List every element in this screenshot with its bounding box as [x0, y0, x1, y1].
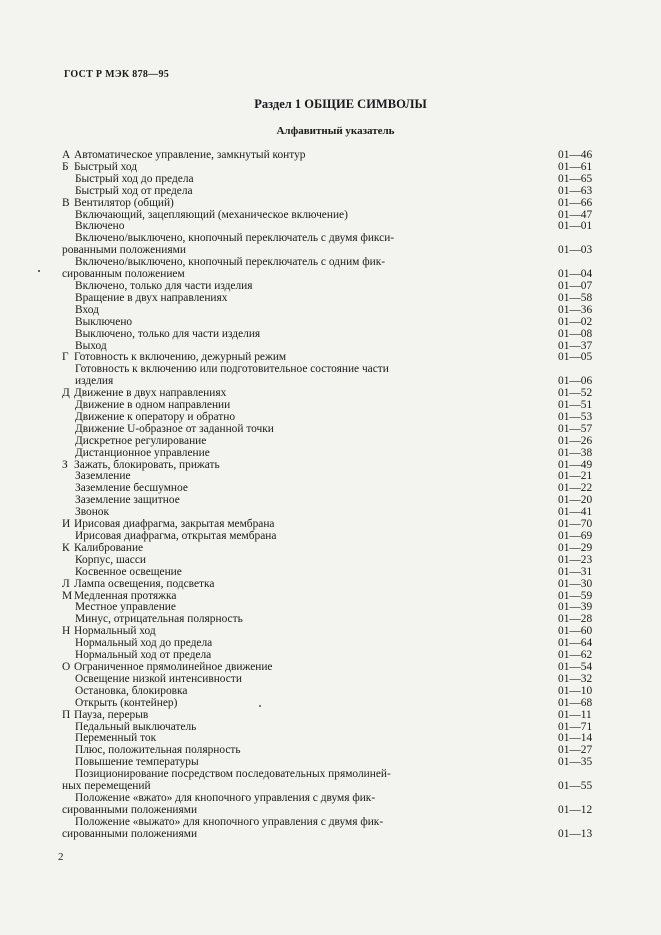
- entry-label: Включено: [75, 220, 125, 233]
- symbol-code: 01—64: [558, 637, 593, 650]
- symbol-code: 01—53: [558, 410, 593, 423]
- entry-text: [62, 233, 558, 257]
- symbol-code: 01—07: [558, 279, 593, 292]
- section-title: Раздел 1 ОБЩИЕ СИМВОЛЫ: [254, 97, 427, 111]
- entry-label: Переменный ток: [75, 732, 157, 745]
- index-entry: [62, 329, 602, 341]
- entry-label: Выключено, только для части изделия: [75, 327, 261, 340]
- entry-label: Автоматическое управление, замкнутый контур: [74, 149, 306, 161]
- entry-text: [62, 495, 558, 507]
- entry-label: Выход: [75, 339, 107, 352]
- entry-text: [62, 305, 558, 317]
- alphabetical-index: [62, 150, 602, 841]
- symbol-code: 01—20: [558, 494, 593, 507]
- entry-text-line: ных перемещений: [62, 780, 151, 793]
- index-letter: Г: [62, 351, 69, 364]
- index-letter: П: [62, 708, 71, 721]
- symbol-code: 01—36: [558, 303, 593, 316]
- symbol-code: 01—55: [558, 780, 593, 793]
- scan-speck: [259, 705, 261, 707]
- symbol-code: 01—41: [558, 506, 593, 519]
- entry-text-line: Включено/выключено, кнопочный переключатель с двумя фикси-: [75, 232, 395, 245]
- symbol-code: 01—04: [558, 268, 593, 281]
- index-letter: М: [62, 589, 73, 602]
- symbol-code: 01—10: [558, 684, 593, 697]
- index-letter: Н: [62, 625, 71, 638]
- symbol-code: 01—61: [558, 160, 593, 173]
- symbol-code: 01—38: [558, 446, 593, 459]
- entry-text: [62, 293, 558, 305]
- symbol-code: 01—02: [558, 315, 593, 328]
- entry-label: Повышение температуры: [75, 756, 199, 769]
- symbol-code: 01—65: [558, 172, 593, 185]
- symbol-code: 01—63: [558, 184, 593, 197]
- entry-text-line: Положение «вжато» для кнопочного управления с двумя фик-: [75, 791, 376, 804]
- symbol-code: 01—21: [558, 470, 593, 483]
- entry-label: Косвенное освещение: [75, 565, 182, 578]
- entry-text-line: сированными положениями: [62, 827, 198, 840]
- symbol-code: 01—30: [558, 577, 593, 590]
- index-letter: З: [62, 458, 68, 471]
- entry-label: Дискретное регулирование: [75, 434, 207, 447]
- symbol-code: 01—35: [558, 756, 593, 769]
- symbol-code: 01—31: [558, 565, 593, 578]
- symbol-code: 01—12: [558, 803, 593, 816]
- entry-text-line: рованными положениями: [62, 244, 186, 257]
- entry-label: Движение в одном направлении: [75, 399, 231, 412]
- entry-label: Корпус, шасси: [75, 553, 146, 566]
- document-code: ГОСТ Р МЭК 878—95: [64, 69, 170, 80]
- entry-label: Выключено: [75, 315, 133, 328]
- entry-label: Нормальный ход до предела: [75, 637, 213, 650]
- entry-label: Быстрый ход от предела: [75, 184, 193, 197]
- entry-label: Звонок: [75, 506, 110, 519]
- symbol-code: 01—54: [558, 660, 593, 673]
- index-entry: [62, 460, 602, 472]
- scan-speck: [38, 270, 40, 272]
- entry-label: Движение к оператору и обратно: [75, 410, 236, 423]
- symbol-code: 01—66: [558, 196, 593, 209]
- symbol-code: 01—14: [558, 732, 593, 745]
- index-entry: [62, 769, 602, 793]
- entry-label: Быстрый ход: [74, 160, 138, 173]
- index-letter: Л: [62, 577, 70, 590]
- entry-label: Педальный выключатель: [75, 720, 197, 733]
- index-letter: А: [62, 149, 71, 161]
- entry-text: [62, 257, 558, 281]
- symbol-code: 01—47: [558, 208, 593, 221]
- entry-label: Зажать, блокировать, прижать: [74, 458, 220, 471]
- symbol-code: 01—01: [558, 220, 593, 233]
- symbol-code: 01—06: [558, 375, 593, 388]
- symbol-code: 01—69: [558, 530, 593, 542]
- symbol-code: 01—70: [558, 518, 593, 531]
- symbol-code: 01—27: [558, 744, 593, 757]
- entry-text-line: Готовность к включению или подготовительное состояние части: [75, 363, 389, 376]
- entry-label: Заземление: [75, 470, 131, 483]
- symbol-code: 01—60: [558, 625, 593, 638]
- symbol-code: 01—37: [558, 339, 593, 352]
- entry-label: Ирисовая диафрагма, закрытая мембрана: [74, 518, 275, 531]
- entry-text-line: изделия: [75, 375, 114, 388]
- entry-label: Ирисовая диафрагма, открытая мембрана: [75, 530, 277, 542]
- symbol-code: 01—32: [558, 672, 593, 685]
- index-entry: [62, 150, 602, 162]
- symbol-code: 01—29: [558, 541, 593, 554]
- entry-label: Пауза, перерыв: [74, 708, 149, 721]
- symbol-code: 01—71: [558, 720, 593, 733]
- symbol-code: 01—28: [558, 613, 593, 626]
- index-entry: [62, 210, 602, 222]
- entry-label: Нормальный ход от предела: [75, 649, 212, 662]
- symbol-code: 01—22: [558, 482, 593, 495]
- symbol-code: 01—39: [558, 601, 593, 614]
- index-entry: [62, 364, 602, 388]
- symbol-code: 01—03: [558, 244, 593, 257]
- symbol-code: 01—62: [558, 649, 593, 662]
- symbol-code: 01—46: [558, 149, 593, 161]
- index-letter: В: [62, 196, 70, 209]
- entry-text: [62, 364, 558, 388]
- entry-text-line: сированными положениями: [62, 803, 198, 816]
- index-letter: Д: [62, 387, 70, 400]
- entry-label: Движение в двух направлениях: [74, 387, 227, 400]
- index-letter: К: [62, 541, 70, 554]
- entry-label: Дистанционное управление: [75, 446, 210, 459]
- entry-label: Вход: [75, 303, 99, 316]
- entry-label: Ограниченное прямолинейное движение: [74, 660, 273, 673]
- entry-label: Нормальный ход: [74, 625, 156, 638]
- entry-text: [62, 210, 558, 222]
- index-letter: И: [62, 518, 71, 531]
- index-entry: [62, 233, 602, 257]
- entry-text-line: Положение «выжато» для кнопочного управления с двумя фик-: [75, 815, 384, 828]
- index-entry: [62, 293, 602, 305]
- entry-label: Местное управление: [75, 601, 176, 614]
- page-number: 2: [58, 851, 64, 863]
- entry-label: Открыть (контейнер): [75, 696, 178, 709]
- entry-text: [62, 460, 558, 472]
- index-letter: Б: [62, 160, 69, 173]
- entry-label: Минус, отрицательная полярность: [75, 613, 243, 626]
- entry-label: Заземление бесшумное: [75, 482, 188, 495]
- index-entry: [62, 495, 602, 507]
- symbol-code: 01—49: [558, 458, 593, 471]
- entry-text-line: сированным положением: [62, 268, 185, 281]
- entry-label: Вентилятор (общий): [74, 196, 174, 209]
- symbol-code: 01—08: [558, 327, 593, 340]
- entry-label: Включающий, зацепляющий (механическое включение): [75, 208, 348, 221]
- entry-label: Остановка, блокировка: [75, 684, 188, 697]
- index-entry: [62, 257, 602, 281]
- symbol-code: 01—52: [558, 387, 593, 400]
- symbol-code: 01—26: [558, 434, 593, 447]
- entry-label: Вращение в двух направлениях: [75, 291, 228, 304]
- entry-text: [62, 769, 558, 793]
- symbol-code: 01—57: [558, 422, 593, 435]
- entry-label: Плюс, положительная полярность: [75, 744, 241, 757]
- entry-label: Освещение низкой интенсивности: [75, 672, 242, 685]
- symbol-code: 01—51: [558, 399, 593, 412]
- entry-label: Медленная протяжка: [74, 589, 177, 602]
- entry-label: Заземление защитное: [75, 494, 180, 507]
- symbol-code: 01—68: [558, 696, 593, 709]
- entry-label: Быстрый ход до предела: [75, 172, 194, 185]
- index-letter: О: [62, 660, 71, 673]
- symbol-code: 01—58: [558, 291, 593, 304]
- index-entry: [62, 817, 602, 841]
- entry-label: Готовность к включению, дежурный режим: [74, 351, 287, 364]
- symbol-code: 01—23: [558, 553, 593, 566]
- entry-label: Калибрование: [74, 541, 144, 554]
- symbol-code: 01—11: [558, 708, 592, 721]
- entry-label: Включено, только для части изделия: [75, 279, 253, 292]
- symbol-code: 01—59: [558, 589, 593, 602]
- symbol-code: 01—05: [558, 351, 593, 364]
- entry-label: Лампа освещения, подсветка: [74, 577, 215, 590]
- index-title: Алфавитный указатель: [276, 125, 395, 137]
- entry-text-line: Позиционирование посредством последовательных прямолиней-: [75, 768, 391, 781]
- entry-text: [62, 817, 558, 841]
- entry-text-line: Включено/выключено, кнопочный переключатель с одним фик-: [75, 256, 386, 269]
- entry-text: [62, 329, 558, 341]
- entry-text: [62, 793, 558, 817]
- index-entry: [62, 305, 602, 317]
- symbol-code: 01—13: [558, 827, 593, 840]
- index-entry: [62, 793, 602, 817]
- entry-label: Движение U-образное от заданной точки: [75, 422, 274, 435]
